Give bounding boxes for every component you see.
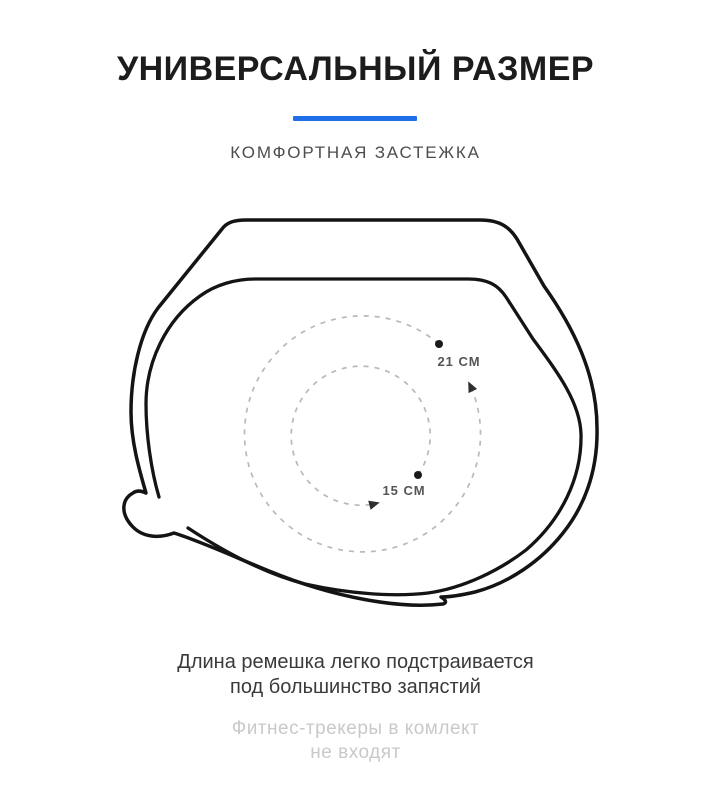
- outer-guide-dot: [435, 340, 443, 348]
- footnote-line-2: не входят: [310, 741, 401, 763]
- caption-line-2: под большинство запястий: [230, 676, 481, 698]
- page-subtitle: КОМФОРТНАЯ ЗАСТЕЖКА: [230, 143, 481, 162]
- footnote-line-1: Фитнес-трекеры в комлект: [231, 718, 480, 739]
- page-title: УНИВЕРСАЛЬНЫЙ РАЗМЕР: [116, 50, 595, 88]
- caption-line-1: Длина ремешка легко подстраивается: [177, 651, 534, 673]
- disclaimer-footnote: [0, 717, 711, 765]
- strap-caption: [0, 650, 711, 700]
- outer-size-label: 21 СМ: [437, 354, 481, 369]
- outer-size-guide-circle: [245, 316, 481, 552]
- inner-size-label: 15 СМ: [382, 483, 426, 498]
- inner-guide-dot: [414, 471, 422, 479]
